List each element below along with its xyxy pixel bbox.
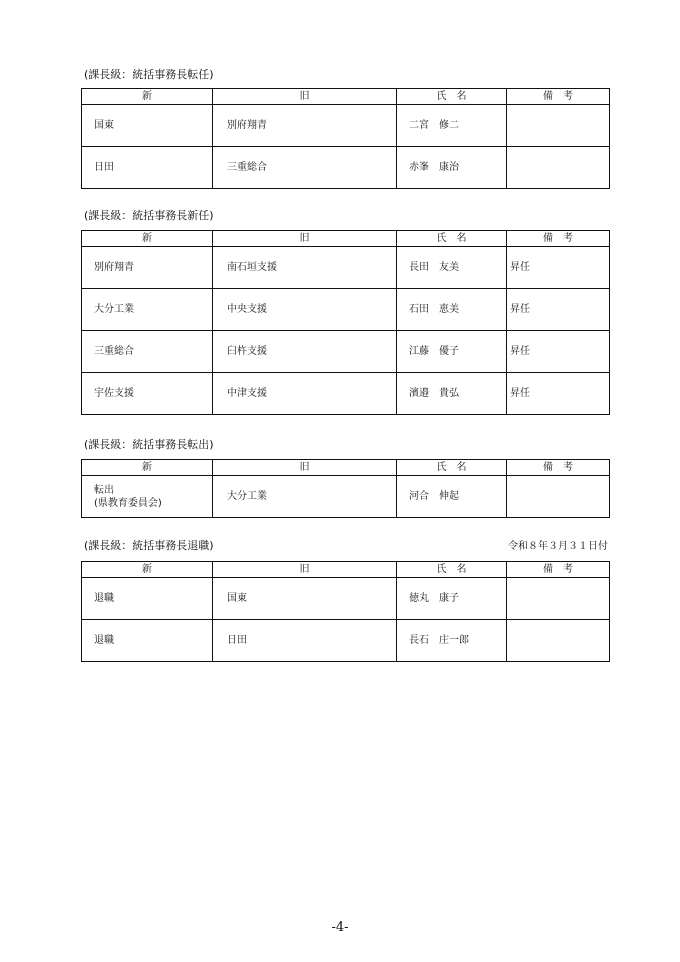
table-header bbox=[82, 562, 610, 578]
table-retirement bbox=[81, 561, 610, 662]
cell-remarks bbox=[507, 147, 610, 189]
section-title-retirement: (課長級：統括事務長退職) bbox=[84, 539, 214, 552]
cell-remarks bbox=[507, 476, 610, 518]
cell-old: 中央支援 bbox=[213, 289, 397, 331]
header-name: 氏 名 bbox=[397, 231, 507, 247]
cell-remarks: 昇任 bbox=[507, 373, 610, 415]
cell-old: 南石垣支援 bbox=[213, 247, 397, 289]
header-old: 旧 bbox=[213, 231, 397, 247]
table-header bbox=[82, 231, 610, 247]
table-row bbox=[82, 373, 610, 415]
table-row bbox=[82, 578, 610, 620]
cell-old: 三重総合 bbox=[213, 147, 397, 189]
cell-name: 石田 恵美 bbox=[397, 289, 507, 331]
header-remarks: 備 考 bbox=[507, 460, 610, 476]
header-name: 氏 名 bbox=[397, 562, 507, 578]
table-transfer bbox=[81, 88, 610, 189]
header-old: 旧 bbox=[213, 460, 397, 476]
cell-name: 長石 庄一郎 bbox=[397, 620, 507, 662]
cell-old: 大分工業 bbox=[213, 476, 397, 518]
cell-new: 日田 bbox=[82, 147, 213, 189]
cell-remarks bbox=[507, 105, 610, 147]
cell-new: 大分工業 bbox=[82, 289, 213, 331]
cell-name: 江藤 優子 bbox=[397, 331, 507, 373]
cell-remarks: 昇任 bbox=[507, 331, 610, 373]
header-name: 氏 名 bbox=[397, 89, 507, 105]
cell-name: 長田 友美 bbox=[397, 247, 507, 289]
cell-new: 国東 bbox=[82, 105, 213, 147]
cell-new: 退職 bbox=[82, 578, 213, 620]
cell-new-main: 転出 bbox=[94, 484, 114, 496]
cell-remarks bbox=[507, 578, 610, 620]
section-title-transfer-out: (課長級：統括事務長転出) bbox=[84, 438, 214, 451]
table-row bbox=[82, 289, 610, 331]
cell-remarks bbox=[507, 620, 610, 662]
cell-remarks: 昇任 bbox=[507, 289, 610, 331]
header-remarks: 備 考 bbox=[507, 231, 610, 247]
page-number: -4- bbox=[331, 920, 349, 935]
table-new-appointment bbox=[81, 230, 610, 415]
section-title-transfer: (課長級：統括事務長転任) bbox=[84, 68, 214, 81]
cell-old: 別府翔青 bbox=[213, 105, 397, 147]
table-row bbox=[82, 331, 610, 373]
cell-name: 赤峯 康治 bbox=[397, 147, 507, 189]
header-remarks: 備 考 bbox=[507, 89, 610, 105]
table-transfer-out bbox=[81, 459, 610, 518]
cell-name: 徳丸 康子 bbox=[397, 578, 507, 620]
table-row bbox=[82, 105, 610, 147]
cell-new: 退職 bbox=[82, 620, 213, 662]
table-row bbox=[82, 147, 610, 189]
header-remarks: 備 考 bbox=[507, 562, 610, 578]
table-row bbox=[82, 476, 610, 518]
header-new: 新 bbox=[82, 562, 213, 578]
header-new: 新 bbox=[82, 460, 213, 476]
header-new: 新 bbox=[82, 89, 213, 105]
cell-old: 日田 bbox=[213, 620, 397, 662]
cell-name: 河合 伸起 bbox=[397, 476, 507, 518]
cell-old: 中津支援 bbox=[213, 373, 397, 415]
section-title-new-appointment: (課長級：統括事務長新任) bbox=[84, 209, 214, 222]
table-row bbox=[82, 620, 610, 662]
header-name: 氏 名 bbox=[397, 460, 507, 476]
header-old: 旧 bbox=[213, 89, 397, 105]
cell-name: 二宮 修二 bbox=[397, 105, 507, 147]
header-new: 新 bbox=[82, 231, 213, 247]
effective-date: 令和８年３月３１日付 bbox=[508, 541, 608, 552]
cell-new: 三重総合 bbox=[82, 331, 213, 373]
header-old: 旧 bbox=[213, 562, 397, 578]
table-header bbox=[82, 89, 610, 105]
table-header bbox=[82, 460, 610, 476]
cell-old: 国東 bbox=[213, 578, 397, 620]
cell-new bbox=[82, 476, 213, 518]
cell-new: 別府翔青 bbox=[82, 247, 213, 289]
cell-new-sub: (県教育委員会) bbox=[94, 497, 162, 509]
cell-name: 濱邉 貴弘 bbox=[397, 373, 507, 415]
cell-old: 臼杵支援 bbox=[213, 331, 397, 373]
cell-remarks: 昇任 bbox=[507, 247, 610, 289]
table-row bbox=[82, 247, 610, 289]
cell-new: 宇佐支援 bbox=[82, 373, 213, 415]
